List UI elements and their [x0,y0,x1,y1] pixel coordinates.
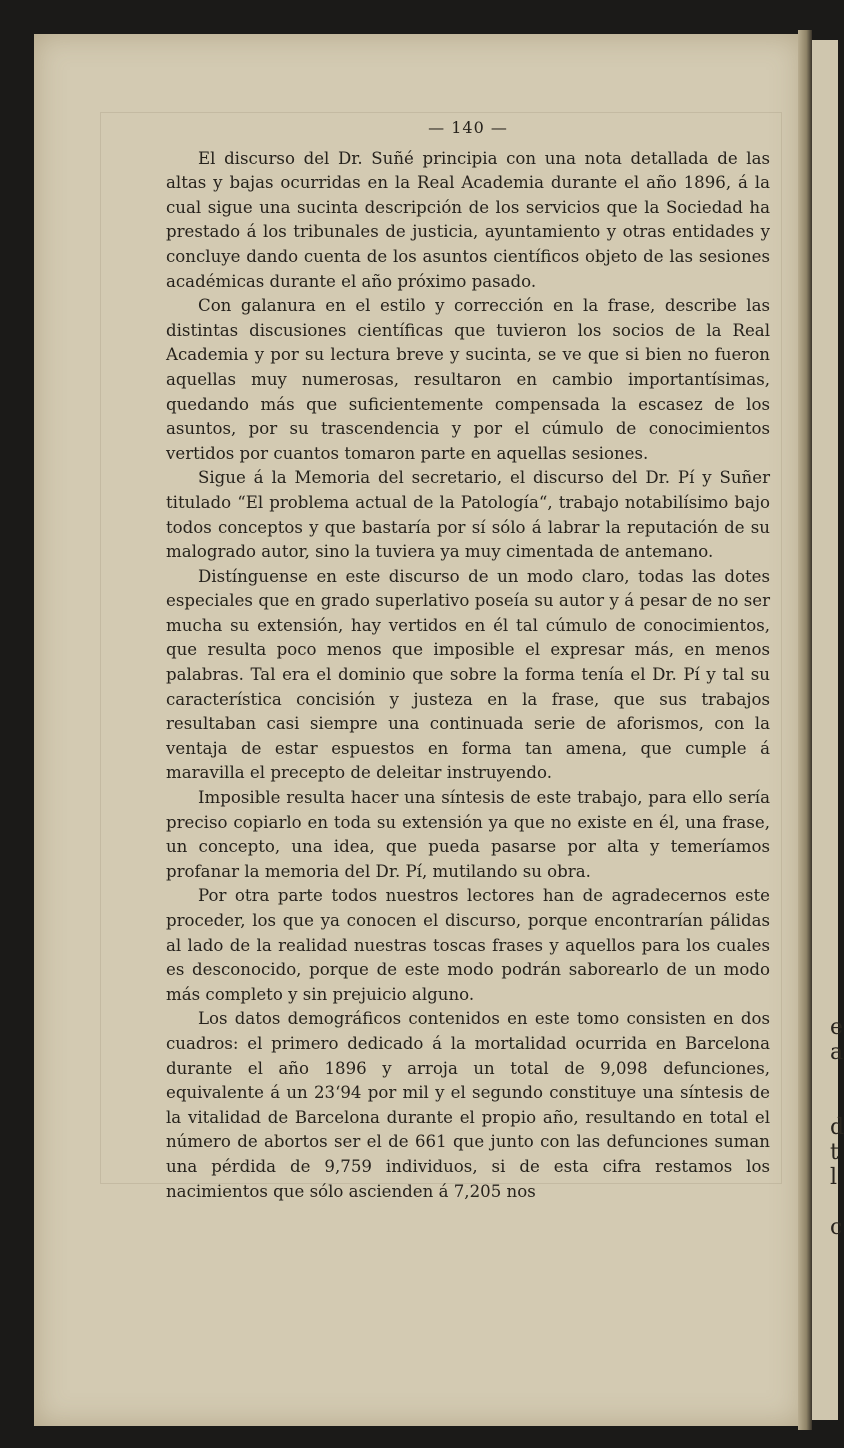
adjacent-page-strip [812,40,844,1420]
paragraph: Distínguense en este discurso de un modo claro, todas las dotes especiales que en grado superlativo poseía su autor y á pesar de no ser mucha su extensión, hay vertidos en él tal cúmulo de conocimientos, que resulta poco menos que imposible el expresar más, en menos palabras. Tal era el dominio que sobre la forma tenía el Dr. Pí y tal su característica concisión y justeza en la frase, que sus trabajos resultaban casi siempre una continuada serie de aforismos, con la ventaja de estar espuestos en forma tan amena, que cumple á maravilla el precepto de deleitar instruyendo. [166,566,770,783]
page-edge-shadow [798,30,812,1430]
adjacent-page-glyph: t [830,1140,839,1165]
paragraph: Los datos demográficos contenidos en este tomo consisten en dos cuadros: el primero dedicado á la mortalidad ocurrida en Barcelona durante el año 1896 y arroja un total de 9,098 defunciones, equivalente á un 23‘94 por mil y el segundo constituye una síntesis de la vitalidad de Barcelona durante el propio año, resultando en total el número de abortos ser el de 661 que junto con las defunciones suman una pérdida de 9,759 individuos, si de esta cifra restamos los nacimientos que sólo ascienden á 7,205 nos [166,1009,770,1201]
paragraph: Con galanura en el estilo y corrección en la frase, describe las distintas discusiones científicas que tuvieron los socios de la Real Academia y por su lectura breve y sucinta, se ve que si bien no fueron aquellas muy numerosas, resultaron en cambio importantísimas, quedando más que suficientemente compensada la escasez de los asuntos, por su trascendencia y por el cúmulo de conocimientos vertidos por cuantos tomaron parte en aquellas sesiones. [166,296,770,463]
adjacent-page-glyph: e [830,1015,844,1040]
adjacent-page-glyph: a [830,1040,844,1065]
paragraph: El discurso del Dr. Suñé principia con una nota detallada de las altas y bajas ocurridas en la Real Academia durante el año 1896, á la cual sigue una sucinta descripción de los servicios que la Sociedad ha prestado á los tribunales de justicia, ayuntamiento y otras entidades y concluye dando cuenta de los asuntos científicos objeto de las sesiones académicas durante el año próximo pasado. [166,148,770,291]
paragraph: Imposible resulta hacer una síntesis de este trabajo, para ello sería preciso copiarlo en toda su extensión ya que no existe en él, una frase, un concepto, una idea, que pueda pasarse por alta y temeríamos profanar la memoria del Dr. Pí, mutilando su obra. [166,788,770,881]
paragraph: Por otra parte todos nuestros lectores han de agradecernos este proceder, los que ya conocen el discurso, porque encontrarían pálidas al lado de la realidad nuestras toscas frases y aquellos para los cuales es desconocido, porque de este modo podrán saborearlo de un modo más completo y sin prejuicio alguno. [166,886,770,1004]
adjacent-page-glyph: l [830,1165,838,1190]
adjacent-page-glyph: c [830,1215,843,1240]
page-number: — 140 — [428,118,508,137]
body-text [166,116,770,1204]
paragraph: Sigue á la Memoria del secretario, el discurso del Dr. Pí y Suñer titulado “El problema actual de la Patología“, trabajo notabilísimo bajo todos conceptos y que bastaría por sí sólo á labrar la reputación de su malogrado autor, sino la tuviera ya muy cimentada de antemano. [166,468,770,562]
adjacent-page-glyph: d [830,1115,844,1140]
